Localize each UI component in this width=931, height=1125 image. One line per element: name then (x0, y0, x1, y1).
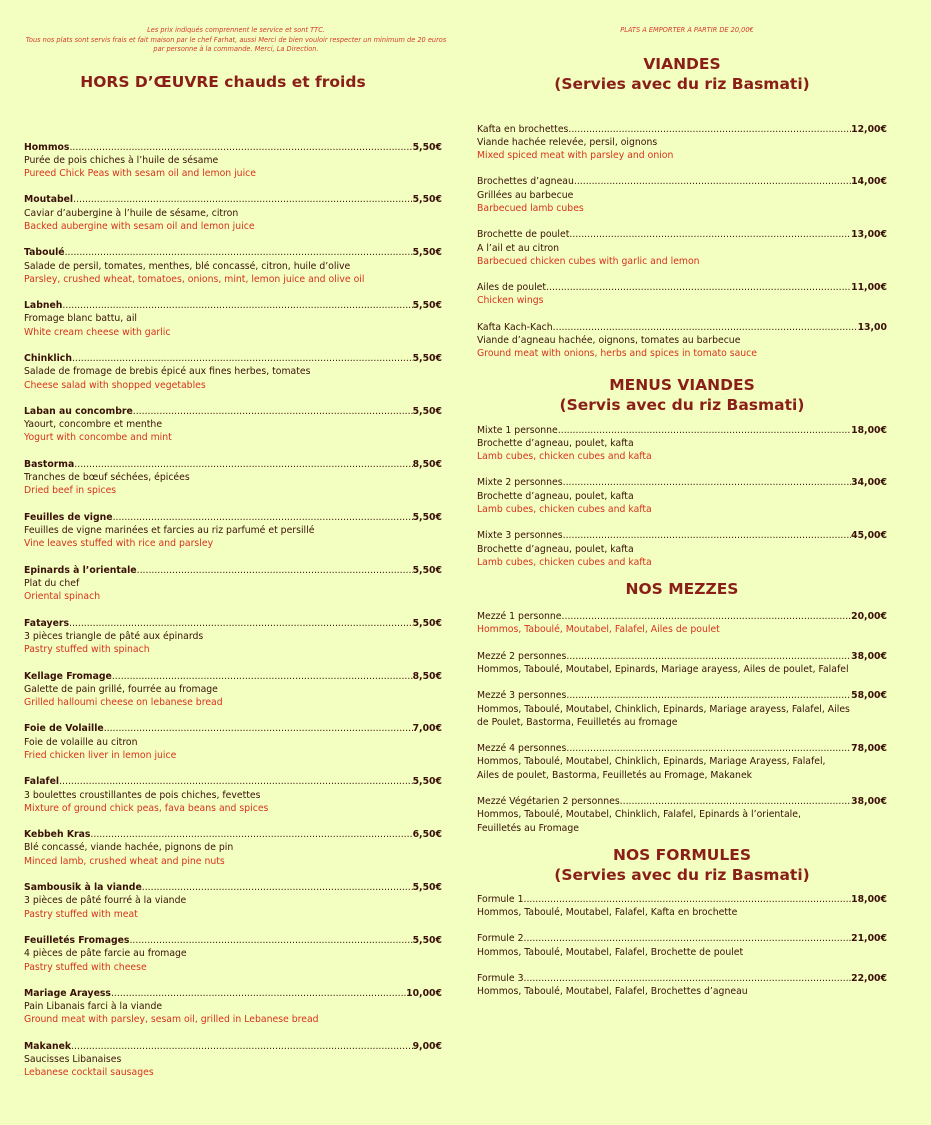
menu-item-description-fr: Pain Libanais farci à la viande (24, 1001, 163, 1013)
menu-item-description-fr: Fromage blanc battu, ail (24, 313, 138, 325)
menu-item-price: 9,00€ (412, 1040, 442, 1052)
menu-item (24, 722, 442, 762)
menu-item-name: Brochettes d’agneau (477, 176, 574, 188)
dot-leader (69, 617, 413, 630)
menu-item-price: 13,00€ (851, 229, 887, 241)
dot-leader (104, 722, 413, 735)
menu-item-description-en: Dried beef in spices (24, 485, 117, 497)
menu-item-name: Bastorma (24, 458, 75, 470)
menu-item-description-fr: Plat du chef (24, 577, 80, 589)
menu-item (24, 934, 442, 974)
menu-item (477, 424, 887, 464)
dot-leader (558, 424, 851, 437)
menu-item-line (24, 828, 442, 841)
menu-item-price: 21,00€ (851, 933, 887, 945)
menu-item-description-en: Pastry stuffed with meat (24, 908, 138, 920)
dot-leader (566, 689, 851, 702)
menu-item-line (24, 405, 442, 418)
menu-item (477, 893, 887, 919)
menu-item-name: Epinards à l’orientale (24, 564, 137, 576)
menu-item-line (24, 299, 442, 312)
dot-leader (523, 972, 851, 985)
dot-leader (113, 511, 413, 524)
menu-item-description-en: Cheese salad with shopped vegetables (24, 379, 206, 391)
menu-item-line (24, 564, 442, 577)
dot-leader (62, 299, 412, 312)
menu-item-description-en: Pastry stuffed with spinach (24, 644, 150, 656)
menu-item (477, 795, 887, 835)
menu-item (24, 564, 442, 604)
menu-item-price: 5,50€ (412, 141, 442, 153)
menu-item (24, 881, 442, 921)
menu-item-name: Mixte 1 personne (477, 424, 558, 436)
menu-item-description-en: Pastry stuffed with cheese (24, 961, 147, 973)
menu-item-line (24, 458, 442, 471)
dot-leader (69, 141, 412, 154)
menu-item-line (24, 934, 442, 947)
menu-item-price: 5,50€ (412, 353, 442, 365)
menu-item-name: Formule 2 (477, 933, 524, 945)
menu-item-price: 11,00€ (851, 282, 887, 294)
dot-leader (137, 564, 413, 577)
menu-item-price: 22,00€ (851, 973, 887, 985)
menu-item-price: 38,00€ (851, 796, 887, 808)
menu-item-description-en: Lamb cubes, chicken cubes and kafta (477, 503, 652, 515)
left-column (24, 0, 447, 1080)
dot-leader (129, 934, 412, 947)
menu-item-description-en: Chicken wings (477, 295, 544, 307)
menu-item-line (477, 175, 887, 188)
menu-item-description-en: Grilled halloumi cheese on lebanese bread (24, 696, 223, 708)
menu-item-description-fr: Brochette d’agneau, poulet, kafta (477, 543, 634, 555)
section-title-hors-doeuvre: HORS D’ŒUVRE chauds et froids (80, 72, 366, 91)
menu-item-description-fr: Viande d’agneau hachée, oignons, tomates au barbecue (477, 335, 741, 347)
menu-item-description-fr: A l’ail et au citron (477, 242, 560, 254)
menu-item-description-en: Minced lamb, crushed wheat and pine nuts (24, 855, 225, 867)
menu-item-description-fr: Purée de pois chiches à l’huile de sésame (24, 154, 219, 166)
section-title-menus-viandes: MENUS VIANDES (Servis avec du riz Basmati) (559, 375, 805, 414)
menu-item-description-fr: Grillées au barbecue (477, 189, 574, 201)
menu-item (477, 932, 887, 958)
menu-item-name: Moutabel (24, 194, 74, 206)
menu-item (24, 405, 442, 445)
menu-item-description-en: Lamb cubes, chicken cubes and kafta (477, 556, 652, 568)
menu-item-name: Mixte 3 personnes (477, 530, 563, 542)
menu-item-description-fr: Hommos, Taboulé, Moutabel, Epinards, Mariage arayess, Ailes de poulet, Falafel (477, 663, 849, 675)
menu-item-price: 58,00€ (851, 690, 887, 702)
menu-item-description-en: Barbecued chicken cubes with garlic and lemon (477, 255, 700, 267)
menu-item-line (477, 529, 887, 542)
menu-item-description-en: White cream cheese with garlic (24, 326, 171, 338)
menu-item-description-en: Hommos, Taboulé, Moutabel, Falafel, Ailes de poulet (477, 624, 720, 636)
menu-item-price: 5,50€ (412, 247, 442, 259)
hors-doeuvre-list (24, 141, 442, 1080)
menu-item-name: Mariage Arayess (24, 988, 111, 999)
menu-item-line (24, 987, 442, 1000)
menu-item-line (24, 881, 442, 894)
mezzes-list (477, 610, 887, 835)
menu-item-name: Mezzé 4 personnes (477, 743, 567, 755)
menu-item-description-fr: 4 pièces de pâte farcie au fromage (24, 948, 187, 960)
menu-item-line (477, 795, 887, 808)
menu-item-line (477, 932, 887, 945)
menu-item (477, 476, 887, 516)
menu-item (24, 246, 442, 286)
dot-leader (90, 828, 412, 841)
menu-item (24, 458, 442, 498)
menu-item (24, 987, 442, 1027)
menu-item-description-fr: Brochette d’agneau, poulet, kafta (477, 490, 634, 502)
menu-item-description-en: Lebanese cocktail sausages (24, 1067, 154, 1079)
dot-leader (142, 881, 413, 894)
menu-item-name: Kellage Fromage (24, 670, 112, 682)
menu-item-description-en: Lamb cubes, chicken cubes and kafta (477, 450, 652, 462)
menu-item-name: Makanek (24, 1040, 72, 1052)
menu-item-price: 5,50€ (412, 617, 442, 629)
dot-leader (620, 795, 851, 808)
menu-item-name: Feuilletés Fromages (24, 935, 130, 947)
menu-item (24, 775, 442, 815)
dot-leader (569, 228, 851, 241)
menu-item-description-en: Fried chicken liver in lemon juice (24, 749, 177, 761)
right-column (477, 0, 887, 999)
menu-item (24, 141, 442, 181)
menus-viandes-list (477, 424, 887, 569)
menu-item-description-en: Yogurt with concombe and mint (24, 432, 172, 444)
menu-item-price: 18,00€ (851, 424, 887, 436)
menu-item-description-fr: Blé concassé, viande hachée, pignons de pin (24, 842, 234, 854)
menu-item-name: Mezzé 3 personnes (477, 690, 567, 702)
menu-item (24, 670, 442, 710)
menu-item-name: Kebbeh Kras (24, 829, 91, 841)
dot-leader (72, 352, 413, 365)
menu-item-price: 8,50€ (412, 670, 442, 682)
menu-item (477, 610, 887, 636)
menu-item-price: 5,50€ (412, 194, 442, 206)
menu-item (477, 123, 887, 163)
formules-list (477, 893, 887, 999)
section-title-viandes: VIANDES (Servies avec du riz Basmati) (554, 54, 810, 93)
menu-item-line (24, 722, 442, 735)
menu-item-price: 5,50€ (412, 564, 442, 576)
dot-leader (563, 529, 851, 542)
menu-item (24, 352, 442, 392)
menu-item-line (24, 352, 442, 365)
menu-item-description-en: Barbecued lamb cubes (477, 202, 584, 214)
takeaway-notice: PLATS A EMPORTER A PARTIR DE 20,00€ (620, 26, 754, 34)
menu-item-price: 38,00€ (851, 650, 887, 662)
menu-item-line (477, 972, 887, 985)
menu-item-name: Chinklich (24, 353, 72, 365)
dot-leader (71, 1040, 412, 1053)
menu-item-price: 5,50€ (412, 776, 442, 788)
menu-item-name: Mezzé 2 personnes (477, 650, 567, 662)
menu-item-description-fr: 3 pièces triangle de pâté aux épinards (24, 630, 204, 642)
menu-item-line (477, 321, 887, 334)
menu-item (477, 742, 887, 782)
menu-item-description-en: Ground meat with onions, herbs and spices in tomato sauce (477, 348, 758, 360)
menu-item-description-fr: Saucisses Libanaises (24, 1054, 122, 1066)
menu-item (24, 828, 442, 868)
menu-item (477, 972, 887, 998)
dot-leader (566, 650, 851, 663)
menu-item-name: Falafel (24, 776, 60, 788)
menu-item-name: Formule 3 (477, 973, 524, 985)
menu-item-description-en: Ground meat with parsley, sesam oil, grilled in Lebanese bread (24, 1014, 319, 1026)
menu-item (477, 650, 887, 676)
menu-item (477, 175, 887, 215)
menu-item-line (24, 511, 442, 524)
menu-item-description-fr: Hommos, Taboulé, Moutabel, Chinklich, Falafel, Epinards à l’orientale, Feuilletés au Fromage (477, 809, 801, 834)
menu-item-line (477, 476, 887, 489)
section-title-formules: NOS FORMULES (Servies avec du riz Basmati) (554, 845, 810, 884)
menu-item-name: Sambousik à la viande (24, 882, 142, 894)
section-title-mezzes: NOS MEZZES (625, 579, 739, 598)
menu-item-name: Hommos (24, 141, 70, 153)
menu-item-price: 34,00€ (851, 477, 887, 489)
menu-item (24, 299, 442, 339)
menu-item-price: 7,00€ (412, 723, 442, 735)
menu-item-description-en: Vine leaves stuffed with rice and parsley (24, 538, 214, 550)
menu-item-price: 5,50€ (412, 935, 442, 947)
menu-item (24, 511, 442, 551)
menu-item-name: Ailes de poulet (477, 282, 547, 294)
dot-leader (65, 246, 413, 259)
menu-item-line (477, 893, 887, 906)
menu-item-name: Brochette de poulet (477, 229, 570, 241)
dot-leader (553, 321, 858, 334)
menu-item-name: Foie de Volaille (24, 723, 104, 735)
menu-item-description-fr: Foie de volaille au citron (24, 736, 138, 748)
menu-item-price: 14,00€ (851, 176, 887, 188)
menu-item-price: 5,50€ (412, 300, 442, 312)
menu-item-description-en: Parsley, crushed wheat, tomatoes, onions, mint, lemon juice and olive oil (24, 273, 365, 285)
dot-leader (562, 610, 852, 623)
menu-item-price: 45,00€ (851, 530, 887, 542)
menu-item-price: 5,50€ (412, 511, 442, 523)
menu-item-line (24, 193, 442, 206)
menu-item-description-fr: Hommos, Taboulé, Moutabel, Chinklich, Epinards, Mariage Arayess, Falafel, Ailes de poulet, Bastorma, Feuilletés au Fromage, Makanek (477, 756, 826, 781)
menu-item-price: 13,00 (857, 321, 887, 333)
viandes-list (477, 123, 887, 361)
menu-item-name: Mixte 2 personnes (477, 477, 563, 489)
menu-item-price: 6,50€ (412, 829, 442, 841)
menu-item-description-fr: Hommos, Taboulé, Moutabel, Falafel, Brochettes d’agneau (477, 986, 748, 998)
menu-item-line (24, 775, 442, 788)
menu-item-line (24, 141, 442, 154)
menu-item-description-fr: Salade de fromage de brebis épicé aux fines herbes, tomates (24, 366, 311, 378)
menu-item-line (477, 123, 887, 136)
dot-leader (568, 123, 851, 136)
menu-item (24, 1040, 442, 1080)
menu-item-line (24, 617, 442, 630)
dot-leader (574, 175, 851, 188)
menu-item-name: Formule 1 (477, 893, 524, 905)
menu-item (477, 689, 887, 729)
menu-item-description-fr: Hommos, Taboulé, Moutabel, Chinklich, Epinards, Mariage arayess, Falafel, Ailes de Poulet, Bastorma, Feuilletés au fromage (477, 703, 850, 728)
dot-leader (563, 476, 851, 489)
menu-item-price: 5,50€ (412, 882, 442, 894)
menu-item (477, 321, 887, 361)
menu-item (477, 529, 887, 569)
menu-item-description-fr: Viande hachée relevée, persil, oignons (477, 136, 658, 148)
menu-item-price: 78,00€ (851, 743, 887, 755)
dot-leader (523, 932, 851, 945)
menu-item-price: 18,00€ (851, 893, 887, 905)
menu-item (24, 617, 442, 657)
menu-item-line (477, 281, 887, 294)
dot-leader (74, 458, 412, 471)
menu-item-name: Feuilles de vigne (24, 511, 113, 523)
menu-item-line (477, 424, 887, 437)
menu-item-price: 20,00€ (851, 610, 887, 622)
menu-item-description-fr: Feuilles de vigne marinées et farcies au riz parfumé et persillé (24, 525, 315, 537)
menu-item-line (24, 246, 442, 259)
menu-item-description-en: Pureed Chick Peas with sesam oil and lemon juice (24, 167, 256, 179)
menu-item-line (477, 610, 887, 623)
menu-item-line (477, 742, 887, 755)
menu-item (477, 281, 887, 307)
menu-item-description-fr: Brochette d’agneau, poulet, kafta (477, 437, 634, 449)
menu-item-line (477, 228, 887, 241)
menu-item-name: Kafta en brochettes (477, 123, 569, 135)
dot-leader (566, 742, 851, 755)
menu-item-name: Kafta Kach-Kach (477, 321, 553, 333)
dot-leader (73, 193, 412, 206)
menu-item-description-en: Oriental spinach (24, 591, 101, 603)
menu-item-description-fr: 3 boulettes croustillantes de pois chiches, fevettes (24, 789, 261, 801)
menu-item-description-fr: Hommos, Taboulé, Moutabel, Falafel, Kafta en brochette (477, 906, 738, 918)
menu-item-description-fr: Tranches de bœuf séchées, épicées (24, 472, 190, 484)
menu-item-description-en: Backed aubergine with sesam oil and lemon juice (24, 220, 255, 232)
menu-item-name: Mezzé 1 personne (477, 610, 562, 622)
menu-item-price: 8,50€ (412, 458, 442, 470)
dot-leader (523, 893, 851, 906)
dot-leader (59, 775, 413, 788)
menu-item-price: 10,00€ (406, 988, 442, 999)
menu-item-price: 12,00€ (851, 123, 887, 135)
menu-item-description-fr: Salade de persil, tomates, menthes, blé concassé, citron, huile d’olive (24, 260, 351, 272)
menu-item-description-fr: Hommos, Taboulé, Moutabel, Falafel, Brochette de poulet (477, 946, 744, 958)
menu-item-name: Labneh (24, 300, 63, 312)
menu-item-description-fr: Yaourt, concombre et menthe (24, 419, 163, 431)
menu-item (24, 193, 442, 233)
dot-leader (133, 405, 413, 418)
menu-item (477, 228, 887, 268)
menu-item-description-fr: Galette de pain grillé, fourrée au fromage (24, 683, 218, 695)
menu-item-line (24, 670, 442, 683)
price-notice: Les prix indiqués comprennent le service et sont TTC. Tous nos plats sont servis frais et fait maison par le chef Farhat, aussi Merci de bien vouloir respecter un minimum de 20 euros par personne à la commande. Merci, La Direction. (25, 26, 447, 53)
menu-item-description-en: Mixture of ground chick peas, fava beans and spices (24, 802, 269, 814)
dot-leader (546, 281, 851, 294)
menu-item-description-fr: Caviar d’aubergine à l’huile de sésame, citron (24, 207, 239, 219)
dot-leader (112, 670, 413, 683)
menu-item-name: Mezzé Végétarien 2 personnes (477, 796, 620, 808)
menu-item-name: Laban au concombre (24, 406, 133, 418)
menu-item-line (477, 689, 887, 702)
menu-item-name: Fatayers (24, 617, 69, 629)
menu-item-description-en: Mixed spiced meat with parsley and onion (477, 149, 674, 161)
menu-item-line (477, 650, 887, 663)
menu-item-description-fr: 3 pièces de pâté fourré à la viande (24, 895, 187, 907)
menu-item-price: 5,50€ (412, 406, 442, 418)
menu-item-line (24, 1040, 442, 1053)
dot-leader (111, 987, 406, 1000)
menu-item-name: Taboulé (24, 247, 65, 259)
